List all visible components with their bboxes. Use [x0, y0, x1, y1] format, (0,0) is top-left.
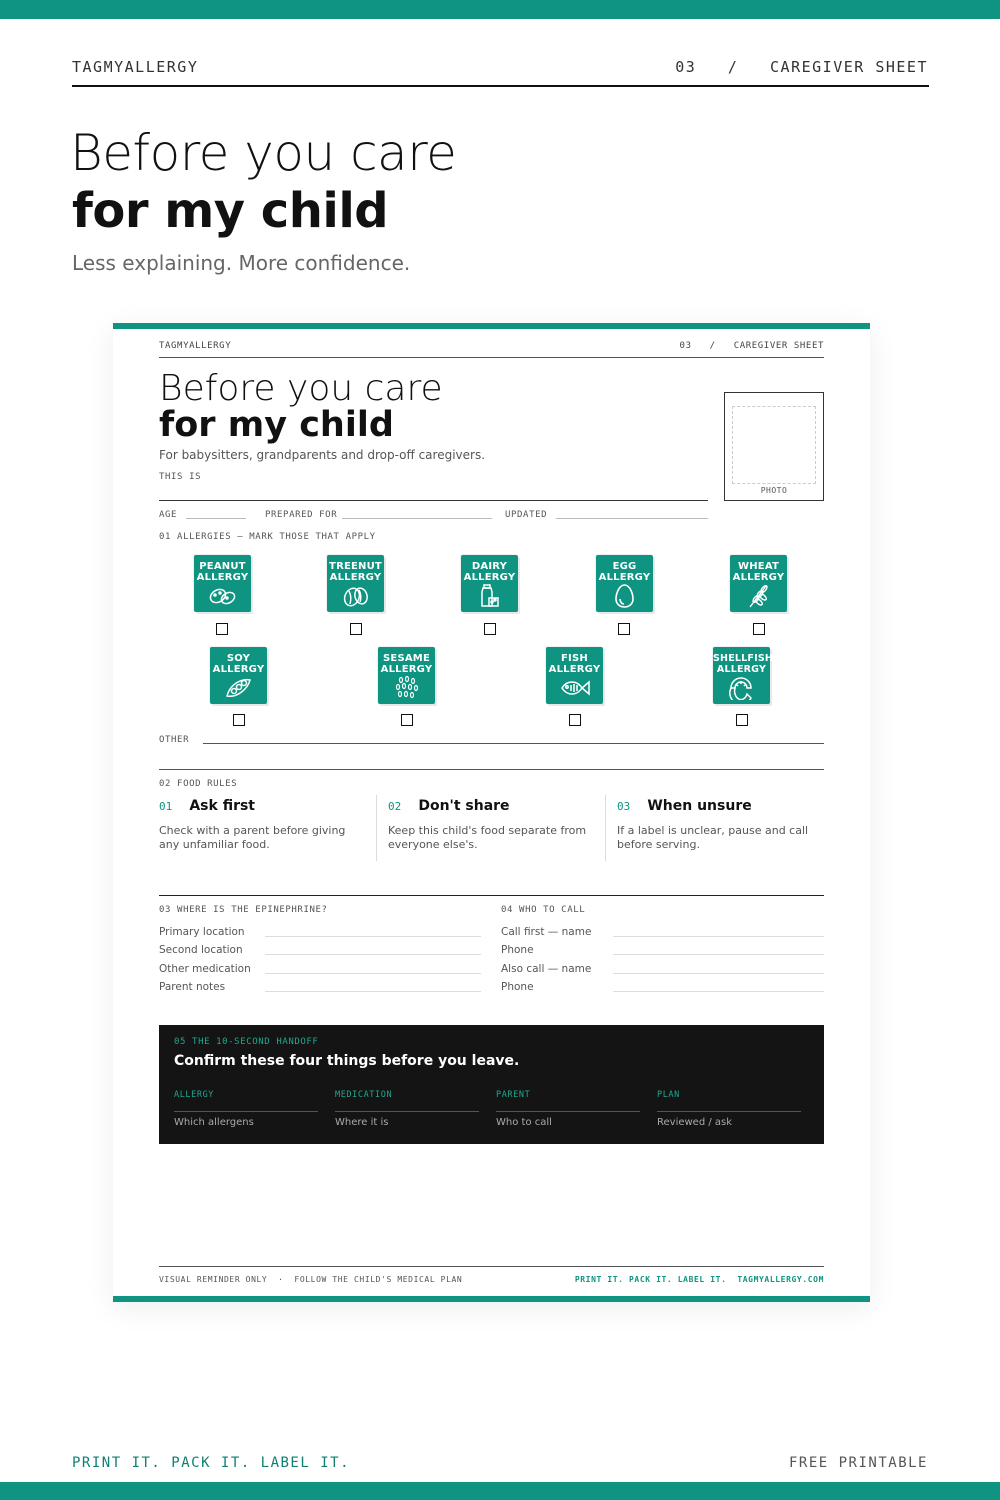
other-field[interactable] [203, 743, 824, 744]
header-rule [72, 85, 929, 87]
epi-notes-field[interactable] [265, 991, 481, 992]
handoff-col-value: Which allergens [174, 1117, 254, 1128]
epi-second-field[interactable] [265, 954, 481, 955]
updated-label: UPDATED [505, 510, 548, 520]
epi-primary-label: Primary location [159, 926, 245, 938]
who-to-call-heading: 04 WHO TO CALL [501, 905, 586, 915]
allergen-tile-soy [210, 647, 267, 704]
sheet-brand: TAGMYALLERGY [159, 341, 232, 351]
allergen-tile-fish [546, 647, 603, 704]
call-first-label: Call first — name [501, 926, 592, 938]
rule-number: 01 [159, 800, 173, 813]
dairy-icon [475, 584, 504, 608]
egg-icon [610, 584, 639, 608]
sheet-footer-tagline: PRINT IT. PACK IT. LABEL IT. TAGMYALLERGY.COM [574, 1275, 824, 1284]
other-label: OTHER [159, 735, 190, 745]
call-first-phone-label: Phone [501, 944, 534, 956]
handoff-col-plan [657, 1090, 801, 1128]
sheet-footer-rule [159, 1266, 824, 1267]
tile-line1: SOY [226, 653, 251, 664]
age-label: AGE [159, 510, 178, 520]
bottom-tagline: PRINT IT. PACK IT. LABEL IT. [72, 1455, 351, 1471]
handoff-col-label: PARENT [496, 1090, 531, 1100]
handoff-col-value: Where it is [335, 1117, 389, 1128]
soy-icon [224, 676, 253, 700]
handoff-col-line [174, 1111, 318, 1112]
handoff-col-label: PLAN [657, 1090, 680, 1100]
age-field[interactable] [186, 518, 246, 519]
tile-line1: WHEAT [737, 561, 779, 572]
free-printable-label: FREE PRINTABLE [788, 1455, 928, 1471]
allergen-tile-sesame [378, 647, 435, 704]
allergies-heading: 01 ALLERGIES — MARK THOSE THAT APPLY [159, 532, 376, 542]
dairy-checkbox[interactable] [484, 623, 496, 635]
also-call-phone-field[interactable] [613, 991, 824, 992]
handoff-col-parent [496, 1090, 640, 1128]
allergen-tile-shellfish [713, 647, 774, 704]
allergen-tile-treenut [327, 555, 384, 612]
section-rule-food [159, 769, 824, 770]
handoff-col-label: ALLERGY [174, 1090, 215, 1100]
epi-notes-label: Parent notes [159, 981, 226, 993]
wheat-icon [744, 584, 773, 608]
epi-second-label: Second location [159, 944, 243, 956]
sheet-header-rule [159, 357, 824, 358]
epi-other-field[interactable] [265, 973, 481, 974]
sheet-footer-disclaimer: VISUAL REMINDER ONLY · FOLLOW THE CHILD'S MEDICAL PLAN [159, 1275, 463, 1284]
tile-line1: TREENUT [329, 561, 382, 572]
also-call-field[interactable] [613, 973, 824, 974]
rule-item-2 [388, 795, 598, 852]
rule-number: 03 [617, 800, 631, 813]
fish-icon [560, 676, 591, 700]
handoff-col-allergy [174, 1090, 318, 1128]
also-call-phone-label: Phone [501, 981, 534, 993]
call-first-field[interactable] [613, 936, 824, 937]
rule-title: Don't share [418, 798, 510, 814]
handoff-col-line [335, 1111, 479, 1112]
page-subtitle: Less explaining. More confidence. [72, 251, 411, 275]
rule-title: When unsure [647, 798, 752, 814]
tile-line1: FISH [561, 653, 588, 664]
epinephrine-heading: 03 WHERE IS THE EPINEPHRINE? [159, 905, 328, 915]
tile-line2: ALLERGY [716, 664, 767, 675]
photo-label: PHOTO [760, 486, 788, 495]
rule-divider [605, 795, 606, 861]
tile-line2: ALLERGY [212, 664, 265, 675]
allergen-tile-egg [596, 555, 653, 612]
tile-line2: ALLERGY [196, 572, 249, 583]
handoff-col-value: Who to call [496, 1117, 552, 1128]
rule-text: Keep this child's food separate from everyone else's. [388, 824, 587, 851]
soy-checkbox[interactable] [233, 714, 245, 726]
allergen-tile-wheat [730, 555, 787, 612]
page-title-bold: for my child [72, 183, 389, 239]
egg-checkbox[interactable] [618, 623, 630, 635]
call-first-phone-field[interactable] [613, 954, 824, 955]
handoff-col-value: Reviewed / ask [657, 1117, 733, 1128]
photo-box [724, 392, 824, 501]
rule-number: 02 [388, 800, 402, 813]
sheet-title-light: Before you care [159, 368, 443, 409]
updated-field[interactable] [556, 518, 708, 519]
sheet-section: 03 / CAREGIVER SHEET [679, 341, 824, 351]
this-is-label: THIS IS [159, 472, 202, 482]
allergen-tile-dairy [461, 555, 518, 612]
shellfish-icon [727, 676, 756, 700]
photo-placeholder [732, 406, 816, 484]
prepared-for-label: PREPARED FOR [265, 510, 338, 520]
handoff-panel [159, 1025, 824, 1144]
tile-line2: ALLERGY [548, 664, 601, 675]
peanut-icon [208, 584, 237, 608]
tile-line2: ALLERGY [329, 572, 382, 583]
treenut-icon [341, 584, 370, 608]
epi-primary-field[interactable] [265, 936, 481, 937]
rule-divider [376, 795, 377, 861]
handoff-col-line [496, 1111, 640, 1112]
shellfish-checkbox[interactable] [736, 714, 748, 726]
prepared-for-field[interactable] [342, 518, 492, 519]
caregiver-sheet-preview [113, 323, 870, 1302]
handoff-col-medication [335, 1090, 479, 1128]
handoff-title: Confirm these four things before you leave. [174, 1053, 520, 1069]
tile-line2: ALLERGY [380, 664, 433, 675]
rule-item-1 [159, 795, 369, 852]
brand-label: TAGMYALLERGY [72, 58, 199, 76]
tile-line1: SHELLFISH [713, 653, 774, 664]
sesame-icon [392, 676, 421, 700]
food-rules-heading: 02 FOOD RULES [159, 779, 238, 789]
sheet-bottom-bar [113, 1296, 870, 1302]
rule-text: Check with a parent before giving any unfamiliar food. [159, 824, 346, 851]
sheet-top-bar [113, 323, 870, 329]
handoff-col-label: MEDICATION [335, 1090, 393, 1100]
peanut-checkbox[interactable] [216, 623, 228, 635]
fish-checkbox[interactable] [569, 714, 581, 726]
bottom-accent-bar [0, 1482, 1000, 1500]
epi-other-label: Other medication [159, 963, 251, 975]
sheet-title-bold: for my child [159, 405, 394, 445]
treenut-checkbox[interactable] [350, 623, 362, 635]
wheat-checkbox[interactable] [753, 623, 765, 635]
section-label: 03 / CAREGIVER SHEET [675, 58, 928, 76]
tile-line1: PEANUT [199, 561, 246, 572]
sheet-subtitle: For babysitters, grandparents and drop-off caregivers. [159, 448, 486, 462]
tile-line2: ALLERGY [732, 572, 785, 583]
handoff-kicker: 05 THE 10-SECOND HANDOFF [174, 1037, 319, 1047]
tile-line2: ALLERGY [598, 572, 651, 583]
name-field-line[interactable] [159, 500, 708, 501]
rule-title: Ask first [189, 798, 256, 814]
also-call-label: Also call — name [501, 963, 592, 975]
rule-text: If a label is unclear, pause and call before serving. [617, 824, 809, 851]
sesame-checkbox[interactable] [401, 714, 413, 726]
section-rule-contacts [159, 895, 824, 896]
handoff-col-line [657, 1111, 801, 1112]
tile-line1: SESAME [383, 653, 430, 664]
rule-item-3 [617, 795, 827, 852]
tile-line1: DAIRY [471, 561, 508, 572]
top-accent-bar [0, 0, 1000, 19]
tile-line2: ALLERGY [463, 572, 516, 583]
tile-line1: EGG [612, 561, 637, 572]
allergen-tile-peanut [194, 555, 251, 612]
page-title-light: Before you care [70, 124, 457, 182]
